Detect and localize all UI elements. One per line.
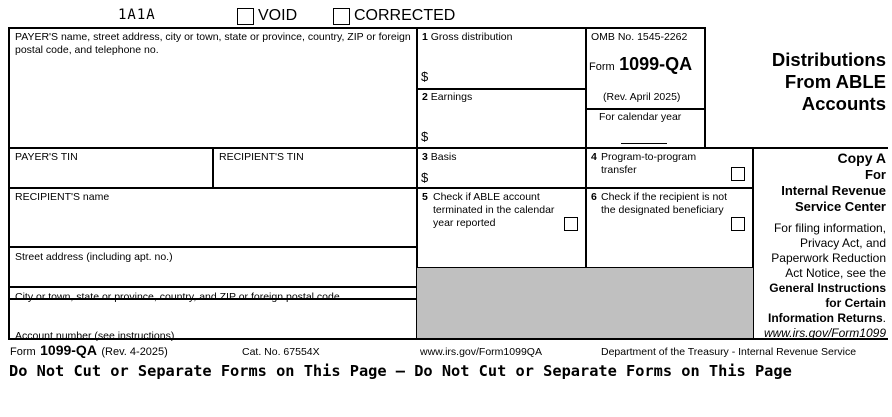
box6-label — [591, 191, 729, 217]
recipient-name-label: RECIPIENT'S name — [15, 191, 110, 203]
box6-text: Check if the recipient is not the designated beneficiary — [601, 191, 728, 216]
omb-rev: (Rev. April 2025) — [603, 91, 681, 103]
copy-gi-line3 — [755, 311, 886, 326]
copy-gi-line1: General Instructions — [769, 281, 886, 295]
footer-url: www.irs.gov/Form1099QA — [420, 346, 542, 358]
box2-label — [422, 91, 472, 104]
box2-text: Earnings — [430, 91, 473, 103]
row-line-1-2 — [416, 88, 586, 90]
copy-irs-line2: Service Center — [794, 199, 886, 214]
recipient-tin-field[interactable] — [214, 165, 414, 186]
title-line-2: From ABLE — [784, 71, 886, 92]
box4-number: 4 — [591, 151, 597, 163]
corrected-label: CORRECTED — [354, 7, 456, 24]
box3-text: Basis — [430, 151, 457, 163]
box5-number: 5 — [422, 191, 428, 203]
footer-form — [10, 342, 168, 360]
footer-department: Department of the Treasury - Internal Revenue Service — [601, 346, 857, 358]
city-label: City or town, state or province, country, and ZIP or foreign postal code — [15, 291, 340, 303]
form-code: 1A1A — [118, 7, 156, 23]
footer-rev: (Rev. 4-2025) — [101, 346, 168, 358]
box6-checkbox[interactable] — [731, 217, 745, 231]
box2-currency: $ — [421, 129, 429, 144]
box6-number: 6 — [591, 191, 597, 203]
row-line-name — [8, 187, 753, 189]
omb-form-name — [589, 54, 692, 75]
box5-checkbox[interactable] — [564, 217, 578, 231]
payer-info-field[interactable] — [10, 58, 414, 146]
box4-label — [591, 151, 721, 177]
copy-info-line1: For filing information, — [773, 221, 886, 235]
form-top-border-omb — [585, 27, 705, 29]
box1-currency: $ — [421, 69, 429, 84]
account-number-label: Account number (see instructions) — [15, 330, 175, 342]
copy-for: For — [865, 167, 886, 182]
payer-info-label: PAYER'S name, street address, city or town, state or province, country, ZIP or foreign postal code, and telephone no. — [15, 31, 411, 56]
void-label: VOID — [258, 7, 298, 24]
copy-gi-period: . — [882, 311, 886, 325]
box5-label — [422, 191, 572, 230]
payer-tin-field[interactable] — [10, 165, 210, 186]
omb-right-border — [704, 27, 706, 147]
copy-a-column — [755, 149, 886, 341]
copy-gi-line3-text: Information Returns — [767, 311, 883, 325]
street-address-label: Street address (including apt. no.) — [15, 251, 173, 263]
copy-info-line4: Act Notice, see the — [785, 266, 886, 280]
omb-rev-line — [585, 108, 705, 110]
form-title — [712, 49, 886, 115]
recipient-tin-label: RECIPIENT'S TIN — [219, 151, 304, 163]
footer-warning: Do Not Cut or Separate Forms on This Page — Do Not Cut or Separate Forms on This Page — [9, 362, 792, 380]
box1-text: Gross distribution — [430, 31, 513, 43]
copy-gi-line2: for Certain — [825, 296, 886, 310]
copy-a-label: Copy A — [837, 150, 886, 166]
omb-calendar-label: For calendar year — [599, 111, 682, 123]
copy-info-line3: Paperwork Reduction — [771, 251, 886, 265]
void-checkbox[interactable] — [237, 8, 254, 25]
recipient-name-field[interactable] — [10, 205, 414, 245]
omb-number: OMB No. 1545-2262 — [591, 31, 688, 43]
box3-label — [422, 151, 456, 164]
copy-irs-line1: Internal Revenue — [781, 183, 886, 198]
calendar-year-input-line — [621, 143, 667, 144]
box1-label — [422, 31, 512, 44]
footer-form-name: 1099-QA — [40, 342, 97, 358]
omb-form-prefix: Form — [589, 61, 615, 73]
footer-form-prefix: Form — [10, 346, 36, 358]
footer-cat-no: Cat. No. 67554X — [242, 346, 320, 358]
row-line-street — [8, 246, 417, 248]
omb-form-number: 1099-QA — [619, 54, 693, 74]
corrected-checkbox[interactable] — [333, 8, 350, 25]
box5-text: Check if ABLE account terminated in the calendar year reported — [433, 191, 555, 229]
copy-info-line2: Privacy Act, and — [799, 236, 886, 250]
box3-field[interactable] — [418, 165, 584, 186]
box1-field[interactable] — [418, 46, 584, 87]
box4-checkbox[interactable] — [731, 167, 745, 181]
street-address-field[interactable] — [10, 265, 414, 285]
copy-url: www.irs.gov/Form1099 — [763, 326, 886, 340]
payer-tin-label: PAYER'S TIN — [15, 151, 78, 163]
box2-field[interactable] — [418, 105, 584, 146]
shaded-area — [417, 268, 753, 338]
form-top-border — [8, 27, 586, 29]
box3-number: 3 — [422, 151, 428, 163]
calendar-year-field[interactable] — [621, 126, 667, 143]
title-line-3: Accounts — [801, 93, 886, 114]
box1-number: 1 — [422, 31, 428, 43]
box2-number: 2 — [422, 91, 428, 103]
row-line-city — [8, 286, 417, 288]
box4-text: Program-to-program transfer — [601, 151, 697, 176]
box3-currency: $ — [421, 170, 429, 185]
title-line-1: Distributions — [771, 49, 886, 70]
